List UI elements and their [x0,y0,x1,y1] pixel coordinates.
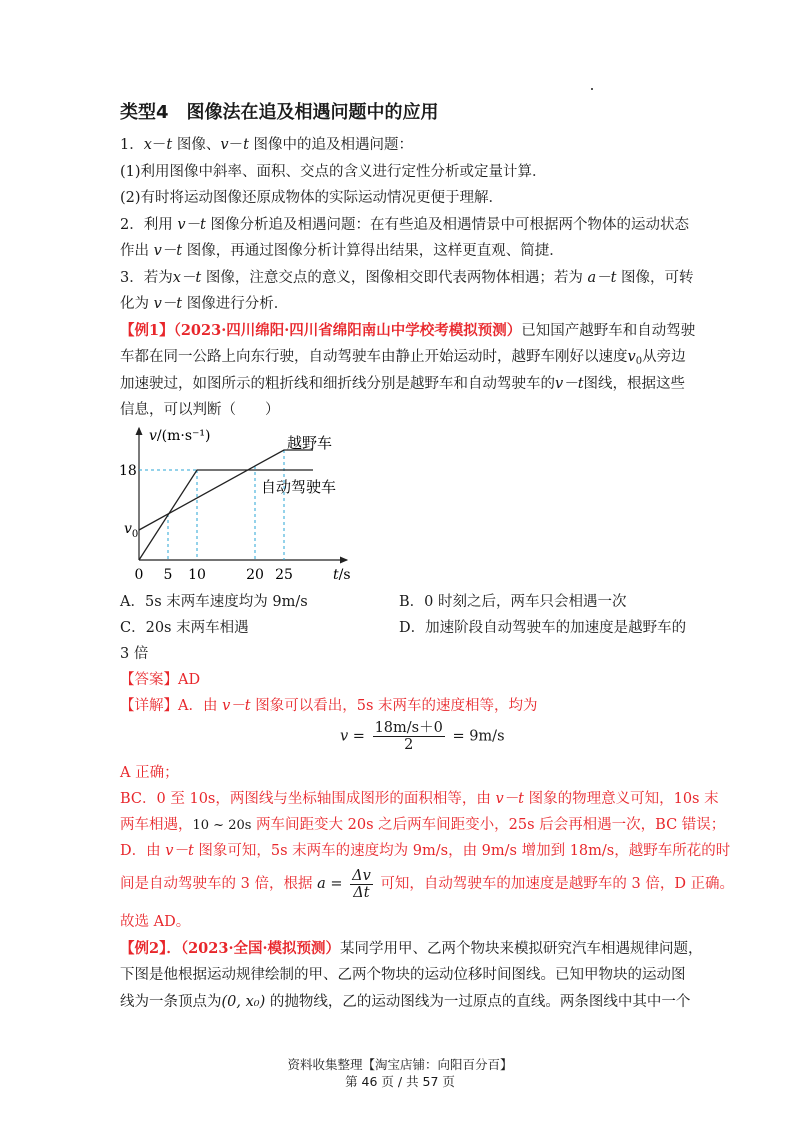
intro-point-1: 1．x－t 图像、v－t 图像中的追及相遇问题： [120,137,413,153]
detail-a-correct: A 正确； [120,765,179,781]
intro-point-1-1: (1)利用图像中斜率、面积、交点的含义进行定性分析或定量计算． [120,164,547,180]
intro-point-2-cont: 作出 v－t 图像，再通过图像分析计算得出结果，这样更直观、简捷． [120,243,564,259]
x-axis-label: t/s [333,567,351,583]
example1-line-3: 加速驶过，如图所示的粗折线和细折线分别是越野车和自动驾驶车的v－t图线，根据这些 [120,376,686,392]
intro-point-2: 2．利用 v－t 图像分析追及相遇问题：在有些追及相遇情景中可根据两个物体的运动状态 [120,217,689,233]
y-axis-label: v/(m·s⁻¹) [149,428,211,444]
detail-label: 【详解】 [120,698,178,714]
example1-line-1: 【例1】（2023·四川绵阳·四川省绵阳南山中学校考模拟预测）已知国产越野车和自动驾驶 [120,322,696,339]
example2-line-1: 【例2】．（2023·全国·模拟预测）某同学用甲、乙两个物块来模拟研究汽车相遇规律问题， [120,940,703,957]
detail-bc-1: BC．0 至 10s，两图线与坐标轴围成图形的面积相等，由 v－t 图象的物理意义可知，10s 末 [120,791,719,807]
detail-d-2: 间是自动驾驶车的 3 倍，根据 a = $\frac{\Delta v}{\Delta t}$ 可知，自动驾驶车的加速度是越野车的 3 倍，D 正确。 [120,867,735,901]
answer: 【答案】AD [120,672,201,688]
option-b: B．0 时刻之后，两车只会相遇一次 [399,594,627,610]
example1-line-2: 车都在同一公路上向东行驶，自动驾驶车由静止开始运动时，越野车刚好以速度$v_0$从旁边 [120,349,686,367]
intro-point-3: 3．若为x－t 图像，注意交点的意义，图像相交即代表两物体相遇；若为 a－t 图像，可转 [120,270,694,286]
page-number: 第 46 页 / 共 57 页 [345,1074,455,1089]
x-tick-5: 5 [163,567,173,583]
detail-d-1: D．由 v－t 图象可知，5s 末两车的速度均为 9m/s，由 9m/s 增加到 18m/s，越野车所花的时 [120,843,731,859]
y-tick-v0: $v_0$ [124,521,139,540]
intro-point-3-cont: 化为 v－t 图像进行分析． [120,296,289,312]
option-c: C．20s 末两车相遇 [120,620,249,636]
footer-source: 资料收集整理【淘宝店铺：向阳百分百】 [287,1057,513,1072]
detail-a: 【详解】A．由 v－t 图象可以看出，5s 末两车的速度相等，均为 [120,698,538,714]
option-a: A．5s 末两车速度均为 9m/s [120,594,308,610]
section-title: 类型4 图像法在追及相遇问题中的应用 [120,102,439,123]
page-dot [591,88,593,90]
option-d-cont: 3 倍 [120,646,149,662]
option-d: D．加速阶段自动驾驶车的加速度是越野车的 [399,620,687,636]
intro-point-1-2: (2)有时将运动图像还原成物体的实际运动情况更便于理解． [120,190,504,206]
detail-end: 故选 AD。 [120,914,191,930]
vt-graph [115,424,365,586]
example1-tag: 【例1】（2023·四川绵阳·四川省绵阳南山中学校考模拟预测） [120,322,522,339]
y-tick-18: 18 [119,463,137,479]
example2-tag: 【例2】．（2023·全国·模拟预测） [120,940,341,957]
detail-bc-2: 两车相遇，10 ~ 20s 两车间距变大 20s 之后两车间距变小，25s 后会再相遇一次，BC 错误； [120,817,726,833]
x-tick-0: 0 [134,567,144,583]
example1-line-4: 信息，可以判断（ ） [120,402,280,418]
x-tick-10: 10 [188,567,206,583]
label-auto: 自动驾驶车 [261,478,337,496]
x-tick-25: 25 [275,567,293,583]
example2-line-2: 下图是他根据运动规律绘制的甲、乙两个物块的运动位移时间图线。已知甲物块的运动图 [120,967,686,983]
x-tick-20: 20 [246,567,264,583]
equation-v: v = $\frac{18m/s+0}{2}$ = 9m/s [340,720,505,753]
label-offroad: 越野车 [287,434,333,452]
example2-line-3: 线为一条顶点为(0, x₀) 的抛物线，乙的运动图线为一过原点的直线。两条图线中其中一个 [120,994,691,1010]
